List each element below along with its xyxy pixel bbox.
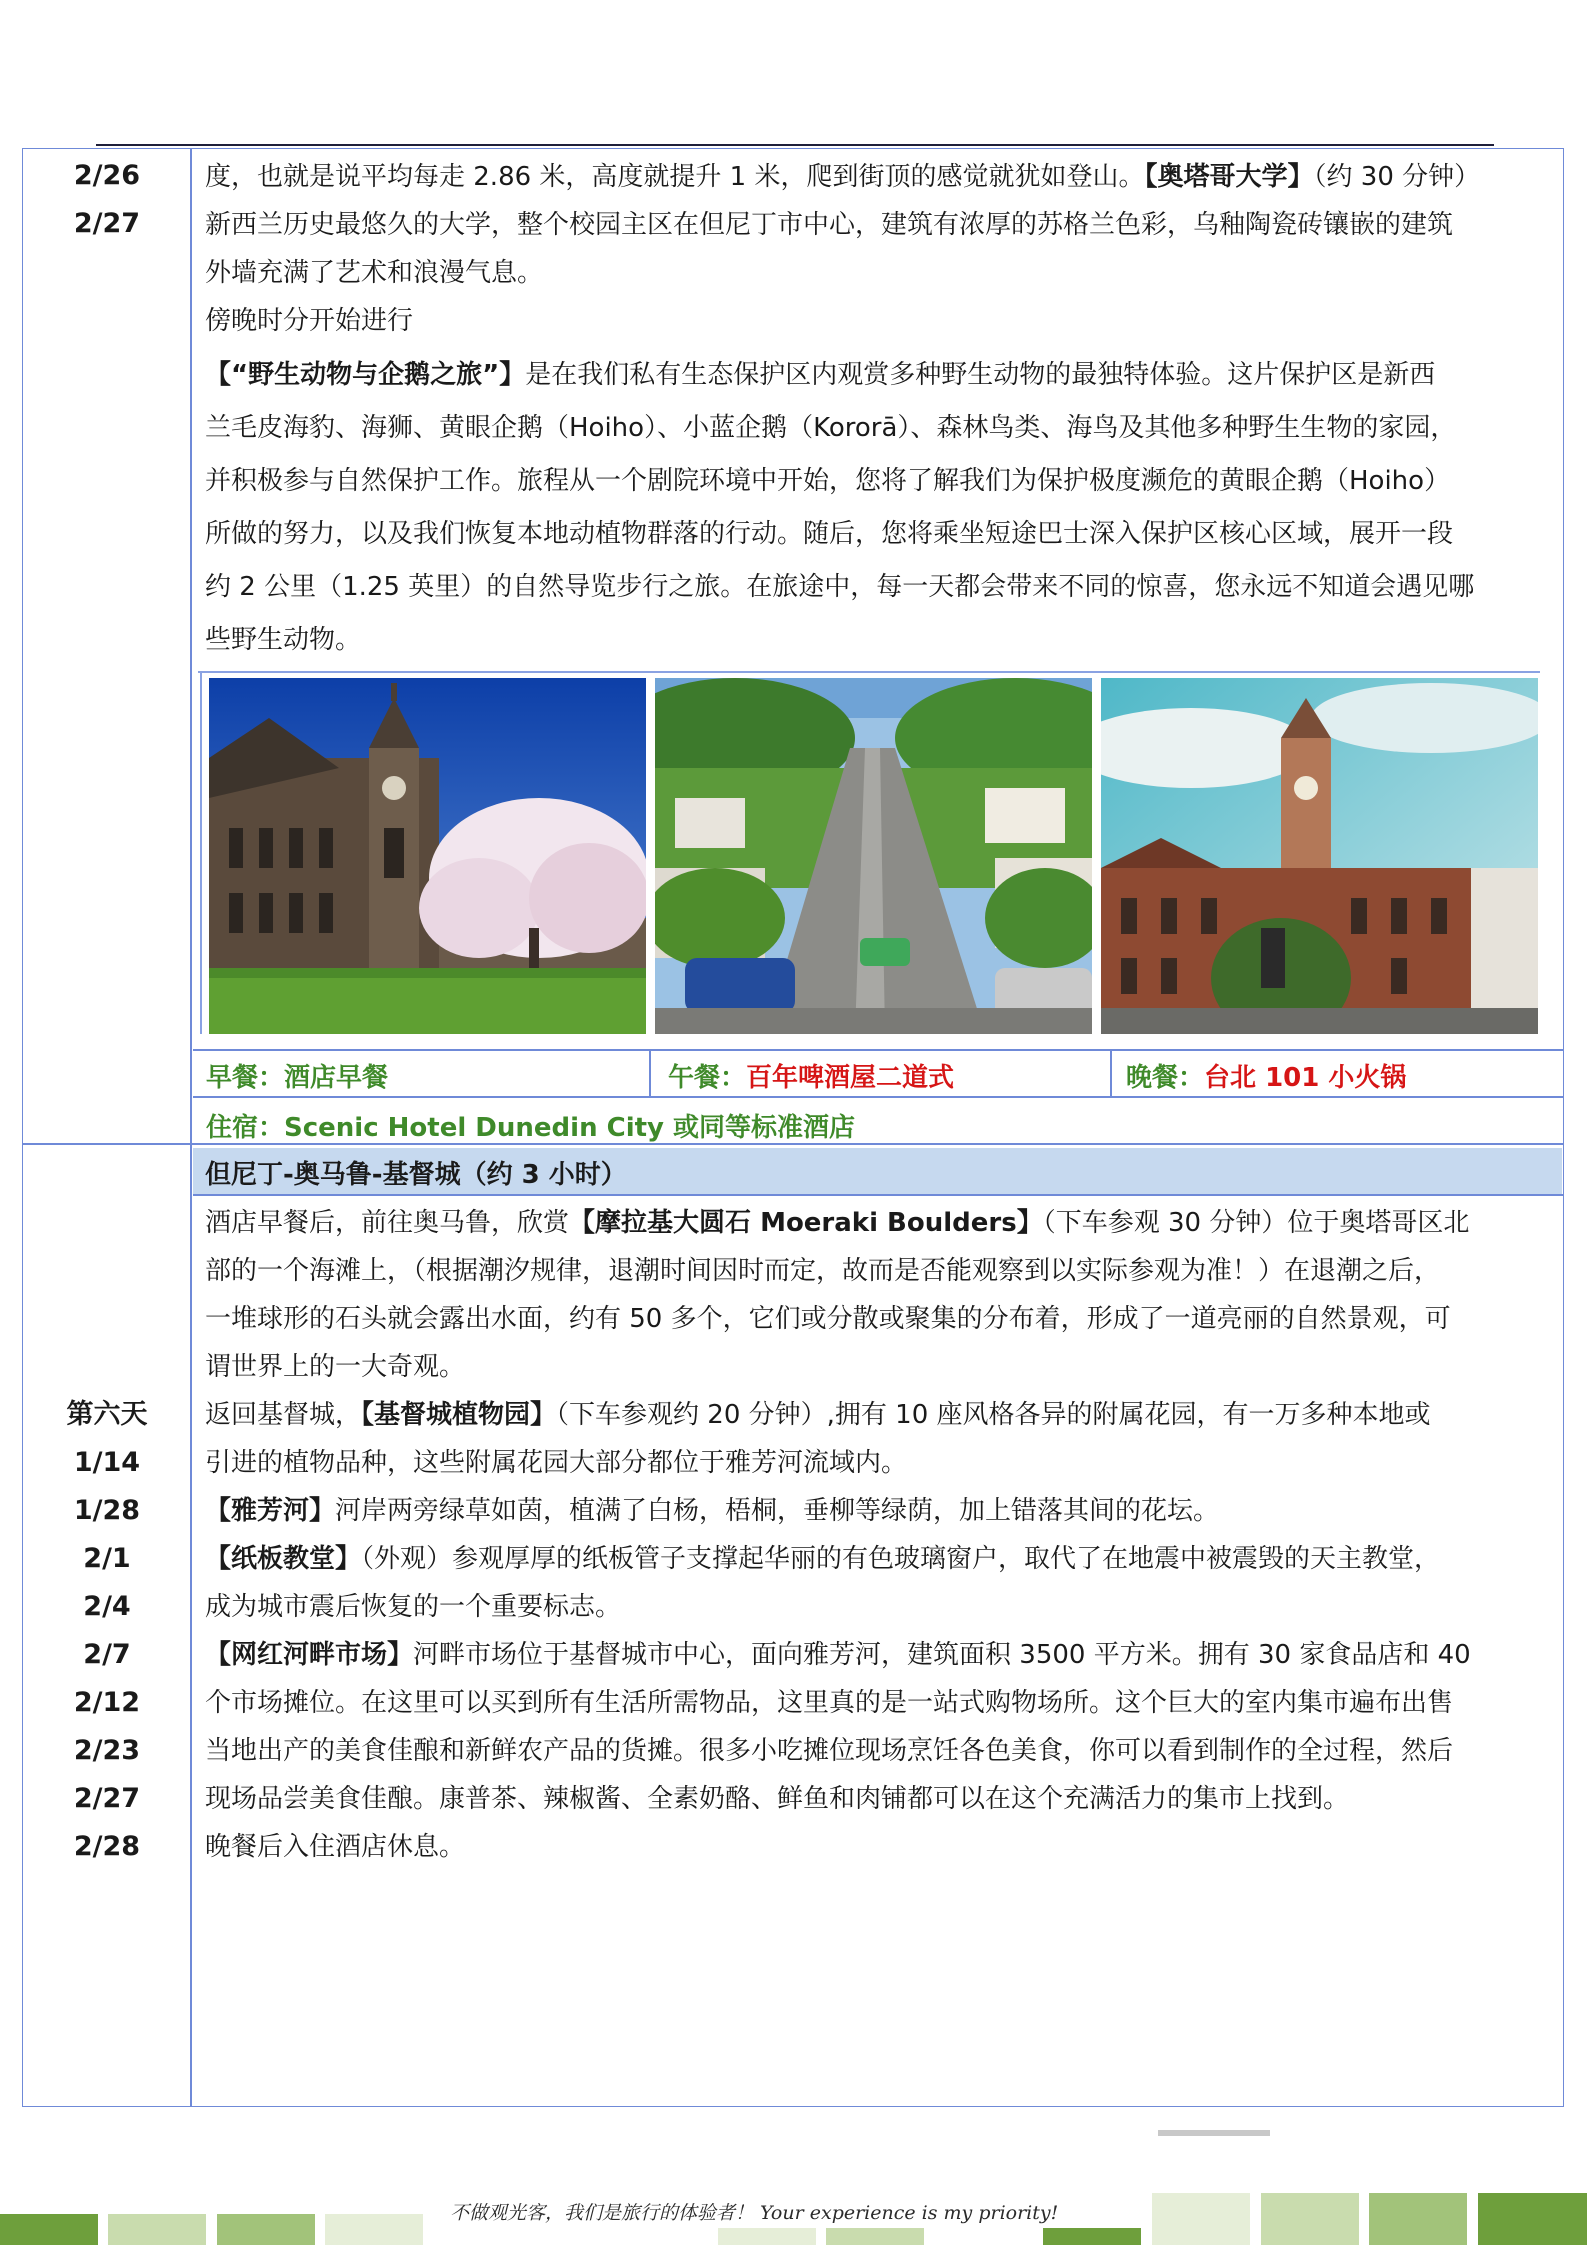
day5-dates — [24, 152, 190, 248]
breakfast-cell — [206, 1057, 388, 1094]
footer-rule — [1158, 2130, 1270, 2136]
date-item: 1/28 — [73, 1495, 141, 1526]
route-title: 但尼丁-奥马鲁-基督城（约 3 小时） — [205, 1160, 627, 1190]
desc-line: 度，也就是说平均每走 2.86 米，高度就提升 1 米，爬到街顶的感觉就犹如登山。【奥塔哥大学】（约 30 分钟） — [205, 162, 1481, 192]
footer-block — [826, 2228, 924, 2245]
date-item: 2/26 — [73, 160, 141, 191]
footer-block — [1261, 2193, 1359, 2245]
lunch-cell — [668, 1057, 954, 1094]
photo-frame-left — [200, 672, 202, 1034]
wildlife-tour-description — [205, 349, 1550, 667]
footer-block — [0, 2214, 98, 2245]
photo-frame-top — [198, 671, 1540, 673]
desc-line: 谓世界上的一大奇观。 — [205, 1352, 466, 1382]
desc-line: 引进的植物品种，这些附属花园大部分都位于雅芳河流域内。 — [205, 1448, 908, 1478]
footer-slogan: 不做观光客，我们是旅行的体验者！ Your experience is my priority! — [450, 2202, 1059, 2224]
desc-line: 个市场摊位。在这里可以买到所有生活所需物品，这里真的是一站式购物场所。这个巨大的室内集市遍布出售 — [205, 1688, 1454, 1718]
desc-line: 外墙充满了艺术和浪漫气息。 — [205, 258, 544, 288]
meal-row-bottom — [193, 1096, 1564, 1098]
desc-line: 并积极参与自然保护工作。旅程从一个剧院环境中开始，您将了解我们为保护极度濒危的黄眼企鹅（Hoiho） — [205, 466, 1451, 496]
desc-line: 兰毛皮海豹、海狮、黄眼企鹅（Hoiho）、小蓝企鹅（Kororā）、森林鸟类、海鸟及其他多种野生生物的家园， — [205, 413, 1457, 443]
desc-line: 【纸板教堂】（外观）参观厚厚的纸板管子支撑起华丽的有色玻璃窗户，取代了在地震中被震毁的天主教堂， — [205, 1544, 1441, 1574]
desc-line: 返回基督城，【基督城植物园】（下车参观约 20 分钟）,拥有 10 座风格各异的附属花园，有一万多种本地或 — [205, 1400, 1431, 1430]
date-item: 2/4 — [83, 1591, 131, 1622]
desc-line: 部的一个海滩上，（根据潮汐规律，退潮时间因时而定，故而是否能观察到以实际参观为准！）在退潮之后， — [205, 1256, 1441, 1286]
desc-line: 新西兰历史最悠久的大学，整个校园主区在但尼丁市中心，建筑有浓厚的苏格兰色彩，乌釉陶瓷砖镶嵌的建筑 — [205, 210, 1454, 240]
header-rule — [96, 144, 1494, 146]
desc-line: 酒店早餐后，前往奥马鲁，欣赏【摩拉基大圆石 Moeraki Boulders】（下车参观 30 分钟）位于奥塔哥区北 — [205, 1208, 1470, 1238]
desc-line: 【网红河畔市场】河畔市场位于基督城市中心，面向雅芳河，建筑面积 3500 平方米。拥有 30 家食品店和 40 — [205, 1640, 1471, 1670]
footer-block — [1043, 2228, 1141, 2245]
breakfast-value: 酒店早餐 — [284, 1063, 389, 1093]
footer-block — [325, 2214, 423, 2245]
desc-line: 傍晚时分开始进行 — [205, 306, 414, 336]
footer-block — [1152, 2193, 1250, 2245]
date-item: 1/14 — [73, 1447, 141, 1478]
desc-line: 一堆球形的石头就会露出水面，约有 50 多个，它们或分散或聚集的分布着，形成了一道亮丽的自然景观，可 — [205, 1304, 1451, 1334]
dinner-value: 台北 101 小火锅 — [1204, 1063, 1407, 1093]
day-label: 第六天 — [66, 1399, 148, 1430]
day-divider — [22, 1143, 1564, 1145]
footer-block — [1369, 2193, 1467, 2245]
footer-block — [217, 2214, 315, 2245]
desc-line: 成为城市震后恢复的一个重要标志。 — [205, 1592, 622, 1622]
meal-divider — [1110, 1049, 1112, 1097]
steep-street-photo — [655, 678, 1092, 1034]
footer-block — [1478, 2193, 1587, 2245]
university-clock-tower-photo — [209, 678, 646, 1034]
desc-line: 晚餐后入住酒店休息。 — [205, 1832, 466, 1862]
dinner-label: 晚餐： — [1126, 1063, 1205, 1093]
desc-line: 【雅芳河】河岸两旁绿草如茵，植满了白杨，梧桐，垂柳等绿荫，加上错落其间的花坛。 — [205, 1496, 1220, 1526]
day5-description — [205, 153, 1550, 345]
footer-block — [108, 2214, 206, 2245]
lunch-label: 午餐： — [668, 1063, 747, 1093]
footer-block — [718, 2228, 816, 2245]
date-item: 2/27 — [73, 1783, 141, 1814]
meal-divider — [649, 1049, 651, 1097]
desc-line: 约 2 公里（1.25 英里）的自然导览步行之旅。在旅途中，每一天都会带来不同的惊喜，您永远不知道会遇见哪 — [205, 572, 1475, 602]
date-item: 2/12 — [73, 1687, 141, 1718]
desc-line: 当地出产的美食佳酿和新鲜农产品的货摊。很多小吃摊位现场烹饪各色美食，你可以看到制作的全过程，然后 — [205, 1736, 1454, 1766]
route-header — [193, 1148, 1562, 1194]
meal-row-top — [193, 1049, 1564, 1051]
desc-line: 现场品尝美食佳酿。康普茶、辣椒酱、全素奶酪、鲜鱼和肉铺都可以在这个充满活力的集市上找到。 — [205, 1784, 1350, 1814]
hotel-info: 住宿：Scenic Hotel Dunedin City 或同等标准酒店 — [206, 1113, 856, 1143]
route-header-bottom — [193, 1194, 1564, 1196]
desc-line: 【“野生动物与企鹅之旅”】是在我们私有生态保护区内观赏多种野生动物的最独特体验。这片保护区是新西 — [205, 360, 1436, 390]
lunch-value: 百年啤酒屋二道式 — [746, 1063, 955, 1093]
day6-dates — [24, 1391, 190, 1871]
town-hall-photo — [1101, 678, 1538, 1034]
desc-line: 些野生动物。 — [205, 625, 362, 655]
desc-line: 所做的努力，以及我们恢复本地动植物群落的行动。随后，您将乘坐短途巴士深入保护区核心区域，展开一段 — [205, 519, 1454, 549]
breakfast-label: 早餐： — [206, 1063, 285, 1093]
date-item: 2/7 — [83, 1639, 131, 1670]
date-item: 2/1 — [83, 1543, 131, 1574]
day6-description — [205, 1199, 1550, 1871]
date-item: 2/23 — [73, 1735, 141, 1766]
dinner-cell — [1126, 1057, 1406, 1094]
date-item: 2/27 — [73, 208, 141, 239]
date-item: 2/28 — [73, 1831, 141, 1862]
